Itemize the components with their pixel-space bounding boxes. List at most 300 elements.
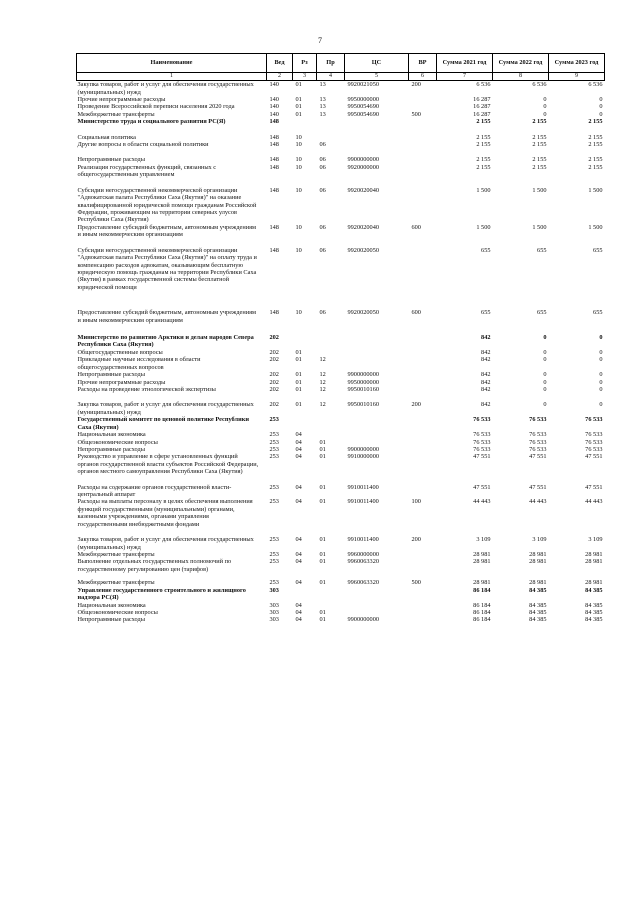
row-sum-2022: 2 155 [532, 118, 547, 126]
row-pr: 13 [319, 95, 326, 103]
row-rz: 04 [295, 431, 302, 439]
row-cs [345, 356, 409, 371]
table-row [77, 141, 605, 156]
table-row [77, 156, 605, 163]
row-sum-2023: 84 385 [585, 601, 603, 609]
row-rz: 01 [295, 401, 302, 409]
row-vr [409, 349, 437, 356]
row-sum-2023: 28 981 [585, 558, 603, 566]
row-sum-2021: 842 [481, 378, 491, 386]
row-rz: 10 [295, 246, 302, 254]
row-cs [345, 587, 409, 602]
row-ved: 303 [269, 586, 279, 594]
row-pr: 01 [319, 536, 326, 544]
row-rz: 04 [295, 579, 302, 587]
col-header-rz: Рз [293, 54, 317, 73]
row-rz: 10 [295, 223, 302, 231]
row-pr [317, 118, 345, 133]
row-ved: 253 [269, 551, 279, 559]
row-name: Закупка товаров, работ и услуг для обеспечения государственных (муниципальных) нужд [77, 401, 254, 416]
row-sum-2022: 0 [543, 348, 547, 356]
row-sum-2022: 0 [543, 110, 547, 118]
table-row [77, 356, 605, 371]
row-rz: 04 [295, 608, 302, 616]
row-name: Национальная экономика [77, 601, 146, 609]
table-row [77, 416, 605, 431]
row-name: Социальная политика [77, 133, 136, 141]
table-row [77, 616, 605, 623]
row-vr [409, 334, 437, 349]
row-cs: 9920020050 [347, 309, 379, 317]
row-sum-2023: 0 [599, 386, 603, 393]
row-name: Общеэкономические вопросы [77, 438, 158, 446]
row-sum-2023: 44 443 [585, 498, 603, 506]
row-sum-2023: 76 533 [585, 431, 603, 439]
table-row [77, 371, 605, 378]
row-name: Национальная экономика [77, 431, 146, 439]
row-ved: 253 [269, 431, 279, 439]
row-sum-2022: 2 155 [532, 141, 547, 149]
row-sum-2022: 0 [543, 378, 547, 386]
row-ved: 148 [269, 223, 279, 231]
row-vr [409, 587, 437, 602]
row-pr: 13 [319, 81, 326, 89]
row-vr [409, 118, 437, 133]
row-sum-2022: 0 [543, 334, 547, 342]
row-sum-2021: 47 551 [473, 453, 491, 461]
row-rz: 04 [295, 551, 302, 559]
row-vr [409, 609, 437, 616]
row-cs: 9920020040 [347, 223, 379, 231]
row-pr [317, 602, 345, 609]
row-sum-2023: 28 981 [585, 579, 603, 587]
row-ved: 140 [269, 103, 279, 111]
row-cs: 9920020040 [347, 186, 379, 194]
row-pr: 13 [319, 103, 326, 111]
table-row [77, 439, 605, 446]
table-row [77, 431, 605, 438]
row-name: Другие вопросы в области социальной политики [77, 141, 209, 149]
row-name: Предоставление субсидий бюджетным, автономным учреждениям и иным некоммерческим организациям [77, 309, 256, 324]
row-pr: 01 [319, 498, 326, 506]
table-row [77, 379, 605, 386]
row-pr: 01 [319, 608, 326, 616]
row-pr: 13 [319, 110, 326, 118]
col-header-ved: Вед [267, 54, 293, 73]
row-sum-2021: 1 500 [476, 186, 491, 194]
row-sum-2023: 76 533 [585, 438, 603, 446]
row-sum-2022: 0 [543, 356, 547, 364]
row-sum-2021: 86 184 [473, 608, 491, 616]
table-row [77, 579, 605, 586]
row-pr: 01 [319, 445, 326, 453]
row-ved: 140 [269, 81, 279, 89]
row-ved: 148 [269, 186, 279, 194]
row-sum-2021: 1 500 [476, 223, 491, 231]
row-ved: 148 [269, 163, 279, 171]
row-sum-2021: 2 155 [476, 133, 491, 141]
row-ved: 253 [269, 558, 279, 566]
col-header-sum-2021: Сумма 2021 год [437, 54, 493, 73]
row-vr: 200 [411, 401, 421, 409]
row-pr: 01 [319, 483, 326, 491]
row-rz: 04 [295, 453, 302, 461]
table-row [77, 536, 605, 551]
table-row [77, 349, 605, 356]
row-pr: 12 [319, 356, 326, 364]
row-vr [409, 551, 437, 558]
table-row [77, 118, 605, 133]
col-header-sum-2023: Сумма 2023 год [549, 54, 605, 73]
row-sum-2021: 655 [481, 246, 491, 254]
row-sum-2023: 0 [599, 401, 603, 409]
row-vr: 500 [411, 110, 421, 118]
row-sum-2022: 0 [543, 95, 547, 103]
row-vr: 100 [411, 498, 421, 506]
row-vr: 600 [411, 223, 421, 231]
col-header-name: Наименование [77, 54, 267, 73]
row-rz: 01 [295, 110, 302, 118]
row-vr [409, 379, 437, 386]
row-sum-2022: 655 [537, 309, 547, 317]
row-pr [317, 349, 345, 356]
row-sum-2022: 76 533 [529, 416, 547, 424]
row-sum-2023: 47 551 [585, 453, 603, 461]
table-body [77, 81, 605, 624]
row-name: Непрограммные расходы [77, 445, 145, 453]
row-sum-2022: 28 981 [529, 551, 547, 559]
row-ved: 303 [269, 616, 279, 624]
row-vr [409, 134, 437, 141]
row-sum-2021: 86 184 [473, 616, 491, 624]
col-number: 4 [317, 73, 345, 81]
row-ved: 202 [269, 401, 279, 409]
row-vr: 200 [411, 81, 421, 89]
row-sum-2023: 3 109 [588, 536, 603, 544]
row-sum-2021: 47 551 [473, 483, 491, 491]
row-cs: 9960063320 [347, 579, 379, 587]
row-sum-2021: 2 155 [476, 118, 491, 126]
row-sum-2022: 3 109 [532, 536, 547, 544]
row-ved: 202 [269, 378, 279, 386]
row-sum-2021: 28 981 [473, 579, 491, 587]
row-ved: 140 [269, 110, 279, 118]
row-vr [409, 164, 437, 187]
row-name: Предоставление субсидий бюджетным, автономным учреждениям и иным некоммерческим организациям [77, 223, 256, 239]
row-sum-2023: 655 [593, 309, 603, 317]
row-name: Межбюджетные трансферты [77, 110, 155, 118]
row-cs [345, 349, 409, 356]
row-pr [317, 334, 345, 349]
table-row [77, 446, 605, 453]
row-ved: 148 [269, 246, 279, 254]
row-sum-2021: 3 109 [476, 536, 491, 544]
row-name: Непрограммные расходы [77, 616, 145, 624]
row-rz: 01 [295, 378, 302, 386]
row-cs: 9900000000 [347, 616, 379, 624]
row-name: Расходы на проведение этнологической экспертизы [77, 386, 216, 393]
row-sum-2021: 16 287 [473, 110, 491, 118]
row-pr: 12 [319, 378, 326, 386]
row-rz: 04 [295, 445, 302, 453]
row-sum-2022: 2 155 [532, 133, 547, 141]
row-name: Межбюджетные трансферты [77, 551, 155, 559]
row-cs [345, 141, 409, 156]
row-sum-2023: 2 155 [588, 163, 603, 171]
row-sum-2022: 84 385 [529, 601, 547, 609]
col-header-sum-2022: Сумма 2022 год [493, 54, 549, 73]
row-sum-2021: 28 981 [473, 551, 491, 559]
row-pr: 01 [319, 453, 326, 461]
row-sum-2023: 2 155 [588, 133, 603, 141]
row-rz: 10 [295, 163, 302, 171]
row-name: Прикладные научные исследования в области общегосударственных вопросов [77, 356, 201, 371]
table-row [77, 587, 605, 602]
row-name: Руководство и управление в сфере установленных функций органов государственной власти субъектов Российской Федерации, органов местного самоуправления Республики Саха (Якутия) [77, 453, 259, 476]
row-vr [409, 602, 437, 609]
row-cs: 9950010160 [347, 386, 379, 393]
row-sum-2021: 76 533 [473, 438, 491, 446]
row-sum-2022: 84 385 [529, 608, 547, 616]
row-pr: 06 [319, 309, 326, 317]
row-name: Субсидии негосударственной некоммерческой организации "Адвокатская палата Республики Саха (Якутия)" на оказание квалифицированной юридической помощи гражданам Российской Федерации, проживающим на территории северных улусов Республики Саха (Якутия) [77, 186, 257, 224]
table-row [77, 224, 605, 247]
row-pr: 06 [319, 156, 326, 164]
row-sum-2023: 6 536 [588, 81, 603, 89]
row-ved: 202 [269, 356, 279, 364]
row-vr [409, 141, 437, 156]
row-sum-2023: 0 [599, 110, 603, 118]
row-sum-2021: 842 [481, 348, 491, 356]
col-number: 6 [409, 73, 437, 81]
row-ved: 253 [269, 453, 279, 461]
row-sum-2023: 2 155 [588, 141, 603, 149]
col-number: 3 [293, 73, 317, 81]
row-vr [409, 103, 437, 110]
row-rz: 10 [295, 309, 302, 317]
row-sum-2021: 76 533 [473, 416, 491, 424]
row-ved: 148 [269, 118, 279, 126]
row-sum-2022: 0 [543, 103, 547, 111]
row-vr [409, 558, 437, 579]
row-sum-2022: 6 536 [532, 81, 547, 89]
row-ved: 253 [269, 416, 279, 424]
row-name: Государственный комитет по ценовой политике Республики Саха (Якутия) [77, 416, 249, 431]
row-name: Прочие непрограммные расходы [77, 95, 166, 103]
row-sum-2022: 28 981 [529, 579, 547, 587]
row-sum-2023: 0 [599, 348, 603, 356]
row-sum-2023: 84 385 [585, 586, 603, 594]
row-sum-2023: 0 [599, 103, 603, 111]
row-name: Общеэкономические вопросы [77, 608, 158, 616]
row-cs: 9920000000 [347, 163, 379, 171]
row-pr [317, 431, 345, 438]
row-sum-2023: 2 155 [588, 156, 603, 164]
col-number: 7 [437, 73, 493, 81]
row-pr: 06 [319, 141, 326, 149]
row-sum-2022: 0 [543, 371, 547, 379]
row-sum-2021: 16 287 [473, 95, 491, 103]
row-cs: 9910011400 [347, 498, 379, 506]
row-cs: 9960000000 [347, 551, 379, 559]
row-pr: 06 [319, 246, 326, 254]
row-rz [293, 416, 317, 431]
row-cs: 9900000000 [347, 445, 379, 453]
row-sum-2021: 842 [481, 371, 491, 379]
row-rz [293, 334, 317, 349]
row-name: Непрограммные расходы [77, 156, 145, 164]
row-cs: 9900000000 [347, 371, 379, 379]
row-cs: 9950000000 [347, 378, 379, 386]
table-row [77, 453, 605, 483]
table-row [77, 334, 605, 349]
row-sum-2023: 76 533 [585, 416, 603, 424]
table-row [77, 498, 605, 536]
row-sum-2021: 2 155 [476, 141, 491, 149]
row-sum-2021: 16 287 [473, 103, 491, 111]
row-ved: 253 [269, 536, 279, 544]
row-sum-2021: 842 [481, 356, 491, 364]
row-vr [409, 96, 437, 103]
row-sum-2023: 47 551 [585, 483, 603, 491]
row-name: Закупка товаров, работ и услуг для обеспечения государственных (муниципальных) нужд [77, 81, 254, 96]
row-rz: 10 [295, 133, 302, 141]
budget-table [76, 53, 605, 624]
row-cs: 9950000000 [347, 95, 379, 103]
row-cs: 9950054690 [347, 103, 379, 111]
table-row [77, 81, 605, 96]
row-sum-2022: 84 385 [529, 586, 547, 594]
row-name: Закупка товаров, работ и услуг для обеспечения государственных (муниципальных) нужд [77, 536, 254, 551]
row-cs [345, 118, 409, 133]
row-pr: 12 [319, 386, 326, 393]
row-vr: 200 [411, 536, 421, 544]
row-rz: 04 [295, 483, 302, 491]
row-sum-2022: 84 385 [529, 616, 547, 624]
row-sum-2023: 0 [599, 371, 603, 379]
row-sum-2022: 47 551 [529, 483, 547, 491]
row-sum-2022: 76 533 [529, 431, 547, 439]
row-sum-2023: 0 [599, 356, 603, 364]
row-ved: 253 [269, 445, 279, 453]
row-sum-2021: 76 533 [473, 445, 491, 453]
row-sum-2021: 6 536 [476, 81, 491, 89]
row-sum-2022: 655 [537, 246, 547, 254]
col-header-cs: ЦС [345, 54, 409, 73]
row-sum-2021: 28 981 [473, 558, 491, 566]
row-ved: 253 [269, 438, 279, 446]
row-ved: 148 [269, 133, 279, 141]
row-vr: 600 [411, 309, 421, 317]
row-cs [345, 431, 409, 438]
row-rz [293, 118, 317, 133]
row-vr [409, 484, 437, 499]
row-sum-2021: 2 155 [476, 163, 491, 171]
row-sum-2022: 0 [543, 401, 547, 409]
row-rz: 04 [295, 536, 302, 544]
row-rz: 10 [295, 141, 302, 149]
row-sum-2023: 76 533 [585, 445, 603, 453]
row-cs: 9920021050 [347, 81, 379, 89]
row-cs [345, 134, 409, 141]
table-row [77, 111, 605, 118]
row-rz: 10 [295, 156, 302, 164]
row-sum-2023: 655 [593, 246, 603, 254]
row-sum-2021: 842 [481, 401, 491, 409]
row-sum-2022: 1 500 [532, 223, 547, 231]
row-sum-2022: 44 443 [529, 498, 547, 506]
row-sum-2022: 28 981 [529, 558, 547, 566]
col-number: 8 [493, 73, 549, 81]
row-sum-2023: 1 500 [588, 186, 603, 194]
row-cs: 9960063320 [347, 558, 379, 566]
row-ved: 253 [269, 498, 279, 506]
row-pr: 01 [319, 616, 326, 624]
table-row [77, 609, 605, 616]
row-pr: 01 [319, 438, 326, 446]
row-sum-2022: 47 551 [529, 453, 547, 461]
row-name: Управление государственного строительного и жилищного надзора РС(Я) [77, 586, 246, 602]
table-row [77, 103, 605, 110]
row-name: Министерство труда и социального развития РС(Я) [77, 118, 226, 126]
row-cs [345, 609, 409, 616]
row-sum-2022: 76 533 [529, 445, 547, 453]
row-pr: 06 [319, 186, 326, 194]
row-sum-2021: 86 184 [473, 586, 491, 594]
table-header [77, 54, 605, 81]
row-pr: 12 [319, 401, 326, 409]
page-number: 7 [318, 36, 322, 45]
row-name: Субсидии негосударственной некоммерческой организации "Адвокатская палата Республики Саха (Якутия)" на оплату труда и компенсацию расходов адвокатам, оказывающим бесплатную юридическую помощь гражданам на территории Республики Саха (Якутия) в рамках государственной системы бесплатной юридической помощи [77, 246, 257, 291]
row-sum-2023: 1 500 [588, 223, 603, 231]
row-pr: 01 [319, 558, 326, 566]
row-rz: 01 [295, 103, 302, 111]
table-row [77, 551, 605, 558]
row-rz: 01 [295, 356, 302, 364]
row-vr [409, 247, 437, 310]
table-row [77, 386, 605, 401]
row-cs: 9910011400 [347, 483, 379, 491]
row-cs [345, 334, 409, 349]
row-name: Общегосударственные вопросы [77, 348, 163, 356]
row-sum-2023: 84 385 [585, 616, 603, 624]
row-sum-2021: 2 155 [476, 156, 491, 164]
row-ved: 202 [269, 348, 279, 356]
row-sum-2021: 76 533 [473, 431, 491, 439]
row-vr [409, 386, 437, 401]
row-name: Реализация государственных функций, связанных с общегосударственным управлением [77, 163, 217, 179]
row-vr [409, 446, 437, 453]
row-sum-2022: 2 155 [532, 163, 547, 171]
row-name: Расходы на содержание органов государственной власти- центральный аппарат [77, 483, 232, 499]
row-sum-2022: 1 500 [532, 186, 547, 194]
row-vr [409, 187, 437, 224]
col-header-pr: Пр [317, 54, 345, 73]
table-row [77, 309, 605, 334]
row-name: Выполнение отдельных государственных полномочий по государственному регулированию цен (тарифов) [77, 558, 232, 573]
col-number: 2 [267, 73, 293, 81]
row-vr [409, 431, 437, 438]
row-cs [345, 416, 409, 431]
table-row [77, 247, 605, 310]
table-row [77, 484, 605, 499]
col-number: 9 [549, 73, 605, 81]
row-vr [409, 156, 437, 163]
row-rz [293, 587, 317, 602]
row-vr [409, 453, 437, 483]
row-sum-2022: 76 533 [529, 438, 547, 446]
table-row [77, 401, 605, 416]
